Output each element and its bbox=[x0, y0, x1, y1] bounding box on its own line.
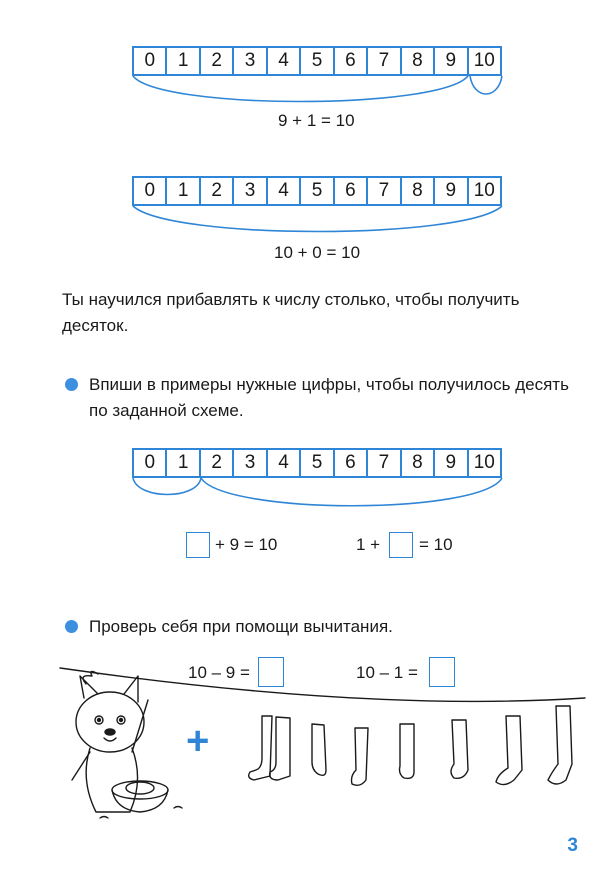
number-cell: 0 bbox=[134, 178, 167, 204]
number-cell: 9 bbox=[435, 178, 468, 204]
number-cell: 2 bbox=[201, 450, 234, 476]
number-line-2 bbox=[132, 176, 502, 206]
arc-group-2-10 bbox=[201, 478, 502, 506]
number-cell: 8 bbox=[402, 48, 435, 74]
number-cell: 10 bbox=[473, 180, 495, 201]
number-cell: 8 bbox=[402, 178, 435, 204]
number-cell: 6 bbox=[335, 450, 368, 476]
sock-icon bbox=[548, 706, 572, 784]
number-cell: 5 bbox=[301, 178, 334, 204]
arc-group-0-9 bbox=[133, 76, 468, 102]
sock-icon bbox=[312, 724, 326, 775]
number-cell: 6 bbox=[335, 48, 368, 74]
number-cell: 10 bbox=[473, 452, 495, 473]
arc-group-10 bbox=[470, 76, 502, 94]
sock-icon bbox=[400, 724, 415, 778]
number-cell: 2 bbox=[201, 48, 234, 74]
bullet-icon bbox=[65, 620, 78, 633]
number-cell: 3 bbox=[234, 178, 267, 204]
number-cell: 0 bbox=[134, 48, 167, 74]
number-cell: 7 bbox=[368, 178, 401, 204]
intro-paragraph: Ты научился прибавлять к числу столько, чтобы получить десяток. bbox=[62, 290, 520, 335]
number-cell: 4 bbox=[268, 48, 301, 74]
number-cell: 2 bbox=[201, 178, 234, 204]
arc-group-0-1 bbox=[133, 478, 201, 495]
example-2-rest: = 10 bbox=[419, 535, 453, 554]
clothesline bbox=[60, 668, 585, 701]
answer-box-2[interactable] bbox=[389, 532, 413, 558]
number-cell: 6 bbox=[335, 178, 368, 204]
equation-ten-plus-zero: 10 + 0 = 10 bbox=[274, 243, 361, 262]
equation-nine-plus-one: 9 + 1 = 10 bbox=[278, 111, 355, 130]
number-cell: 10 bbox=[473, 50, 495, 71]
number-cell: 4 bbox=[268, 178, 301, 204]
number-cell: 1 bbox=[167, 450, 200, 476]
example-2-lead: 1 + bbox=[356, 535, 381, 554]
number-line-3 bbox=[132, 448, 502, 478]
answer-box-1[interactable] bbox=[186, 532, 210, 558]
sock-icon bbox=[249, 716, 290, 780]
page-number: 3 bbox=[567, 835, 578, 856]
subtraction-1-lead: 10 – 9 = bbox=[188, 663, 250, 682]
number-cell: 5 bbox=[301, 48, 334, 74]
plus-sign-icon: + bbox=[186, 719, 210, 763]
number-cell: 1 bbox=[167, 48, 200, 74]
washing-line-illustration bbox=[0, 640, 600, 840]
bullet-icon bbox=[65, 378, 78, 391]
task-2-text: Проверь себя при помощи вычитания. bbox=[89, 617, 393, 636]
number-cell: 3 bbox=[234, 48, 267, 74]
arc-group-0-10 bbox=[133, 206, 502, 232]
number-cell: 0 bbox=[134, 450, 167, 476]
number-cell: 5 bbox=[301, 450, 334, 476]
number-cell: 4 bbox=[268, 450, 301, 476]
cat-icon bbox=[72, 671, 182, 818]
number-cell: 1 bbox=[167, 178, 200, 204]
number-cell: 7 bbox=[368, 48, 401, 74]
number-line-1 bbox=[132, 46, 502, 76]
subtraction-2-lead: 10 – 1 = bbox=[356, 663, 418, 682]
number-cell: 9 bbox=[435, 48, 468, 74]
number-cell: 8 bbox=[402, 450, 435, 476]
number-cell: 9 bbox=[435, 450, 468, 476]
example-1-rest: + 9 = 10 bbox=[215, 535, 278, 554]
sock-icon bbox=[496, 716, 522, 785]
task-1-text: Впиши в примеры нужные цифры, чтобы получилось десять по заданной схеме. bbox=[89, 375, 569, 420]
number-cell: 7 bbox=[368, 450, 401, 476]
number-cell: 3 bbox=[234, 450, 267, 476]
sock-icon bbox=[352, 728, 369, 785]
sock-icon bbox=[451, 720, 468, 778]
